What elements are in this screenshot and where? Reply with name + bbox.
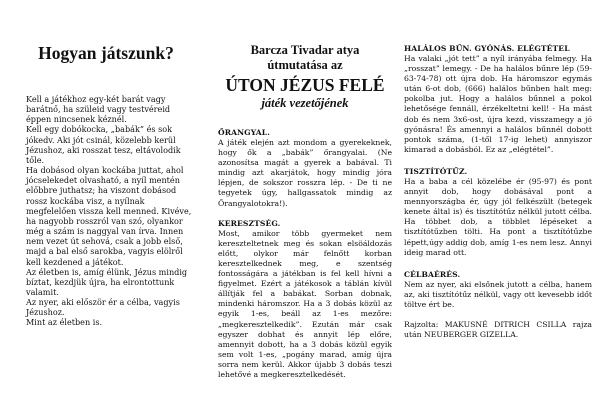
section-heading: CÉLBAÉRÉS. [404,269,461,279]
middle-column [204,0,402,400]
section-heading: KERESZTSÉG. [218,218,281,228]
section-text: Nem az nyer, aki elsőnek jutott a célba, hanem az, aki tisztítótűz nélkül, vagy ott kevesebb időt töltve ért be. [404,279,592,309]
rules-paragraph: Kell egy dobókocka, „babák” és sok jókedv. Aki jót csinál, közelebb kerül Jézushoz, aki rosszat tesz, eltávolodik tőle. [26,124,181,165]
game-title: ÚTON JÉZUS FELÉ [225,75,385,95]
right-column [402,0,600,400]
rules-paragraph: Mint az életben is. [26,317,103,328]
author-subline: útmutatása az [267,58,343,72]
section-keresztseg [218,219,392,380]
rules-paragraph: Az életben is, amíg élünk, Jézus mindig bíztat, kezdjük újra, ha elrontottunk valamit. [26,266,188,297]
rules-paragraph: Ha dobásod olyan kockába juttat, ahol jócselekedet olvasható, a nyíl mentén előbbre juthatsz; ha viszont dobásod rossz kockába visz, a nyílnak megfelelően vissza kell menned. Kivéve, ha nagyobb rosszról van szó, olyankor még a szám is naggyal van írva. Innen nem vezet út sehová, csak a jobb első, majd a bal első sarokba, vagyis elölről kell kezdened a játékot. [26,165,192,267]
section-heading: ŐRANGYAL. [218,128,270,137]
section-orangyal [218,128,392,209]
author-name: Barcza Tivadar atya [250,43,360,57]
rules-paragraph: Kell a játékhoz egy-két barát vagy barátnő, ha szüleid vagy testvéreid éppen nincsenek kéznél. [26,94,171,125]
illustrator-credit: Rajzolta: MAKUSNÉ DITRICH CSILLA rajza után NEUBERGER GIZELLA. [404,319,592,340]
section-text: Most, amikor több gyermeket nem kereszteltetnek meg és sokan elsöáldozás előtt, olykor már felnőtt korban keresztelkednek meg, e szentség fontosságára a játékban is fel kell hívni a figyelmet. Ezért a játékosok a táblán kívül állítják fel a babákat. Sorban dobnak, mindenki háromszor. Ha a 3 dobás közül az egyik 1-es, beáll az 1-es mezőre: „megkeresztelkedik”. Ezután már csak egyszer dobhat és annyit lép előre, amennyit dobott, ha a 3 dobás közül egyik sem volt 1-es, „pogány marad, amíg újra sorra nem kerül. Akkor újabb 3 dobás teszi lehetővé a megkeresztelkedését. [218,228,392,379]
section-text: Ha a baba a cél közelébe ér (95-97) és pont annyit dob, hogy dobásával pont a mennyországba ér, úgy jól felkészült (betegek kenete által is) és tisztítótűz nélkül jutott célba. Ha többet dob, a többlet lépéseket a tisztítótűzben tölti. Ha pont a tisztítótűzbe lépett,úgy addig dob, amíg 1-es nem lesz. Annyi ideig marad ott. [404,176,592,257]
section-heading: TISZTÍTÓTŰZ. [404,166,468,176]
rules-text [26,94,196,328]
section-text: Ha valaki „jót tett” a nyíl irányába felmegy. Ha „rosszat” lemegy. - De ha halálos bűnre lép (59-63-74-78) ott újra dob. Ha háromszor egymás után 6-ot dob, (666) halálos bűnben halt meg: pokolba jut. Hogy a halálos bűnnel a pokol lehetősége fennáll, érzékeltetni kell! - Ha mást dob és nem 3x6-ost, újra kezd, visszamegy a jó gyónásra! És amennyi a halálos bűnnél dobott pontok száma, (1-től 17-ig lehet) annyiszor kimarad a dobásból. Ez az „elégtétel”. [404,54,592,154]
section-text: A játék elején azt mondom a gyerekeknek, hogy ők a „babák” őrangyalai. (Ne azonosítsa magát a gyerek a babával. Ti mindig azt akarjátok, hogy mindig jóra lépjen, de sokszor rosszra lép. - De ti ne tegyetek úgy, hallgassatok mindig az Őrangyalotokra!). [218,138,392,208]
section-heading: HALÁLOS BŰN. GYÓNÁS. ELÉGTÉTEL [404,44,570,53]
game-subtitle: játék vezetőjének [261,96,349,110]
section-halalos-bun [404,44,592,155]
section-tisztitotuz [404,167,592,258]
rules-paragraph: Az nyer, aki először ér a célba, vagyis Jézushoz. [26,297,180,318]
section-celbaeres [404,270,592,310]
page-title: Hogyan játszunk? [38,43,174,63]
left-column [0,0,204,400]
